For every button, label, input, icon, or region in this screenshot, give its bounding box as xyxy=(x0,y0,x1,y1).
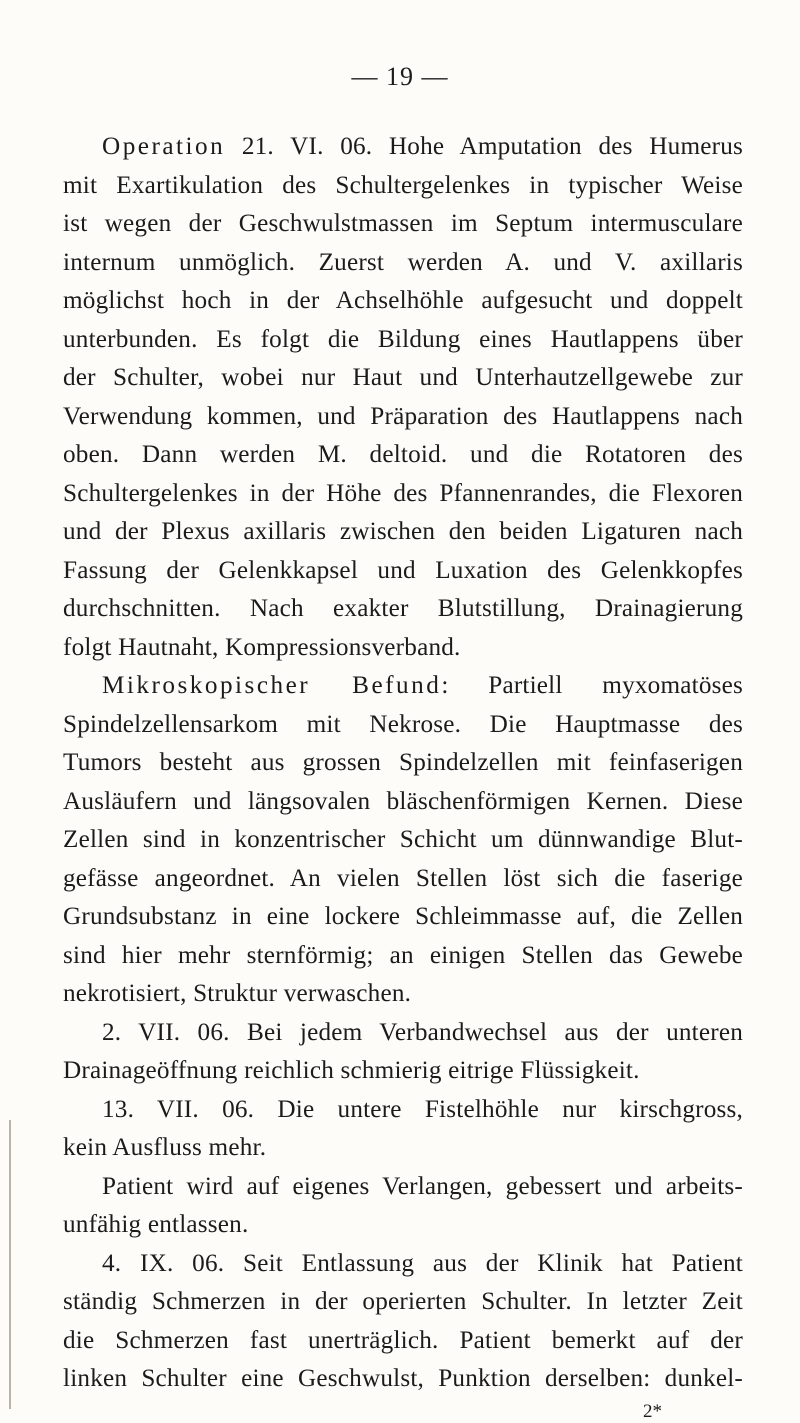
text-line: durchschnitten. Nach exakter Blutstillung, Drainagierung xyxy=(63,595,743,622)
text-line: sind hier mehr sternförmig; an einigen Stellen das Gewebe xyxy=(63,941,743,969)
text-line: 4. IX. 06. Seit Entlassung aus der Klinik hat Patient xyxy=(102,1249,743,1277)
text-line: oben. Dann werden M. deltoid. und die Rotatoren des xyxy=(63,441,743,468)
emphasized-text: Mikroskopischer Befund xyxy=(102,672,442,699)
text-line: möglichst hoch in der Achselhöhle aufgesucht und doppelt xyxy=(63,287,743,314)
text-line: Ausläufern und längsovalen bläschenförmigen Kernen. Diese xyxy=(63,787,743,815)
line-text: 21. VI. 06. Hohe Amputation des Humerus xyxy=(225,133,743,160)
text-line: unfähig entlassen. xyxy=(63,1211,249,1238)
text-line: unterbunden. Es folgt die Bildung eines Hautlappens über xyxy=(63,325,743,353)
text-line: kein Ausfluss mehr. xyxy=(63,1134,267,1161)
text-line: 13. VII. 06. Die untere Fistelhöhle nur kirschgross, xyxy=(102,1095,743,1123)
text-line: Spindelzellensarkom mit Nekrose. Die Hauptmasse des xyxy=(63,710,743,738)
text-line: 2. VII. 06. Bei jedem Verbandwechsel aus der unteren xyxy=(102,1018,743,1046)
text-line: Drainageöffnung reichlich schmierig eitrige Flüssigkeit. xyxy=(63,1057,640,1084)
text-line: Tumors besteht aus grossen Spindelzellen mit feinfaserigen xyxy=(63,749,743,776)
text-line: ständig Schmerzen in der operierten Schulter. In letzter Zeit xyxy=(63,1288,743,1315)
signature-mark: 2* xyxy=(643,1401,662,1422)
text-line: Grundsubstanz in eine lockere Schleimmasse auf, die Zellen xyxy=(63,903,743,930)
emphasized-text: Operation xyxy=(102,133,226,160)
text-line: Patient wird auf eigenes Verlangen, gebessert und arbeits- xyxy=(102,1172,743,1200)
line-text: : Partiell myxomatöses xyxy=(441,672,743,699)
text-line: Zellen sind in konzentrischer Schicht um dünnwandige Blut- xyxy=(63,826,743,853)
text-line: internum unmöglich. Zuerst werden A. und V. axillaris xyxy=(63,248,743,276)
text-line: Verwendung kommen, und Präparation des Hautlappens nach xyxy=(63,402,743,430)
text-line xyxy=(63,128,743,167)
text-line: linken Schulter eine Geschwulst, Punktion derselben: dunkel- xyxy=(63,1365,743,1392)
text-line: Fassung der Gelenkkapsel und Luxation des Gelenkkopfes xyxy=(63,556,743,584)
margin-rule xyxy=(9,1120,11,1409)
text-line: und der Plexus axillaris zwischen den beiden Ligaturen nach xyxy=(63,518,743,545)
text-line: folgt Hautnaht, Kompressionsverband. xyxy=(63,633,461,661)
text-line: ist wegen der Geschwulstmassen im Septum intermusculare xyxy=(63,210,743,237)
text-line: der Schulter, wobei nur Haut und Unterhautzellgewebe zur xyxy=(63,364,743,391)
text-line: nekrotisiert, Struktur verwaschen. xyxy=(63,980,412,1007)
text-line xyxy=(63,667,743,706)
text-line: die Schmerzen fast unerträglich. Patient bemerkt auf der xyxy=(63,1326,743,1354)
text-line: mit Exartikulation des Schultergelenkes in typischer Weise xyxy=(63,171,743,199)
text-line: Schultergelenkes in der Höhe des Pfannenrandes, die Flexoren xyxy=(63,479,743,507)
body-text xyxy=(63,128,743,1399)
text-line: gefässe angeordnet. An vielen Stellen löst sich die faserige xyxy=(63,864,743,892)
page-number: — 19 — xyxy=(351,62,449,91)
